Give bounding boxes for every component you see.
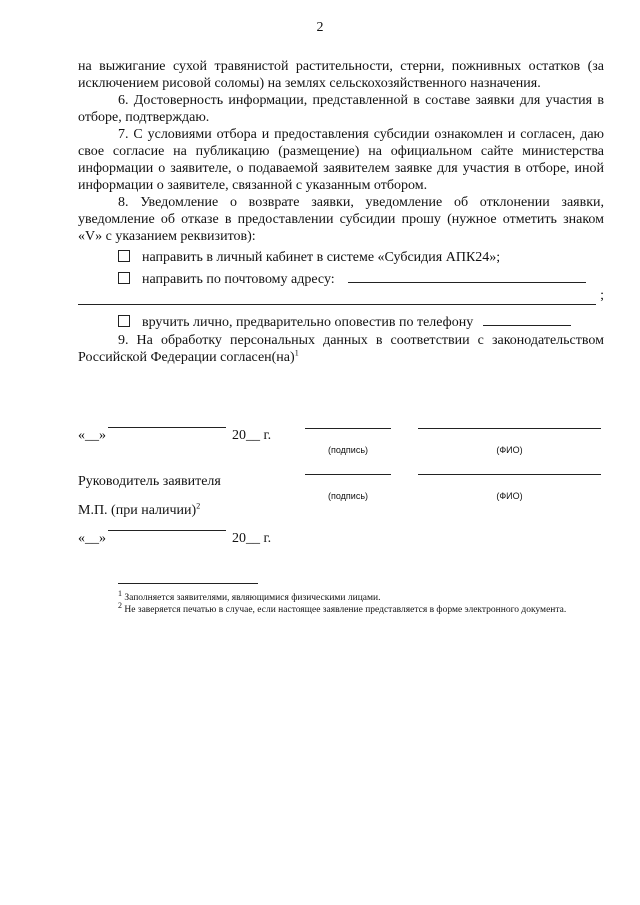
checkbox-cabinet[interactable] — [118, 250, 130, 262]
date-year-2: 20__ г. — [232, 531, 272, 546]
caption-fio-2: (ФИО) — [496, 491, 523, 501]
date-month-field-2[interactable] — [108, 530, 226, 531]
checkbox-postal[interactable] — [118, 272, 130, 284]
stamp-label — [78, 503, 200, 519]
date-month-field-1[interactable] — [108, 427, 226, 428]
caption-signature-1: (подпись) — [327, 445, 369, 455]
footnote-1-text: Заполняется заявителями, являющимися физическими лицами. — [124, 593, 381, 603]
option-postal — [78, 270, 604, 287]
footnote-2-text: Не заверяется печатью в случае, если настоящее заявление представляется в форме электронного документа. — [124, 605, 567, 615]
paragraph-6: 6. Достоверность информации, представленной в составе заявки для участия в отборе, подтверждаю. — [78, 93, 604, 125]
caption-signature-2: (подпись) — [327, 491, 369, 501]
document-body — [78, 58, 604, 366]
option-cabinet-label: направить в личный кабинет в системе «Субсидия АПК24»; — [142, 250, 501, 265]
signature-field-2[interactable] — [305, 474, 391, 475]
footnote-2-mark: 2 — [118, 600, 122, 610]
fio-field-1[interactable] — [418, 428, 601, 429]
page-number: 2 — [316, 20, 324, 35]
phone-field[interactable] — [483, 313, 571, 326]
option-personal-label: вручить лично, предварительно оповестив по телефону — [142, 315, 474, 330]
footnote-2 — [118, 600, 604, 616]
option-postal-label: направить по почтовому адресу: — [142, 272, 335, 287]
date-day-1: «__» — [78, 428, 106, 443]
postal-address-semicolon: ; — [600, 288, 604, 303]
stamp-label-text: М.П. (при наличии) — [78, 503, 197, 518]
option-cabinet — [78, 249, 604, 266]
paragraph-9 — [78, 332, 604, 366]
postal-address-field[interactable] — [348, 270, 586, 283]
checkbox-personal[interactable] — [118, 315, 130, 327]
signature-field-1[interactable] — [305, 428, 391, 429]
fio-field-2[interactable] — [418, 474, 601, 475]
footnote-ref-2: 2 — [196, 501, 201, 511]
footnote-1-mark: 1 — [118, 588, 122, 598]
date-year-1: 20__ г. — [232, 428, 272, 443]
head-label: Руководитель заявителя — [78, 474, 221, 489]
paragraph-8: 8. Уведомление о возврате заявки, уведомление об отклонении заявки, уведомление об отказе в предоставлении субсидии прошу (нужное отметить знаком «V» с указанием реквизитов): — [78, 195, 604, 244]
footnote-1 — [118, 588, 604, 604]
postal-address-field-line2[interactable] — [78, 287, 604, 305]
paragraph-7: 7. С условиями отбора и предоставления субсидии ознакомлен и согласен, даю свое согласие на публикацию (размещение) на официальном сайте министерства информации о заявителе, о подаваемой заявителем заявке для участия в отборе, иной информации о заявителе, связанной с указанным отбором. — [78, 127, 604, 193]
date-day-2: «__» — [78, 531, 106, 546]
option-personal — [78, 313, 604, 330]
paragraph-9-text: 9. На обработку персональных данных в соответствии с законодательством Российской Федерации согласен(на) — [78, 333, 604, 365]
paragraph-continuation: на выжигание сухой травянистой растительности, стерни, пожнивных остатков (за исключением рисовой соломы) на землях сельскохозяйственного назначения. — [78, 59, 604, 91]
footnote-ref-1: 1 — [294, 348, 299, 358]
footnote-separator — [118, 583, 258, 584]
caption-fio-1: (ФИО) — [496, 445, 523, 455]
